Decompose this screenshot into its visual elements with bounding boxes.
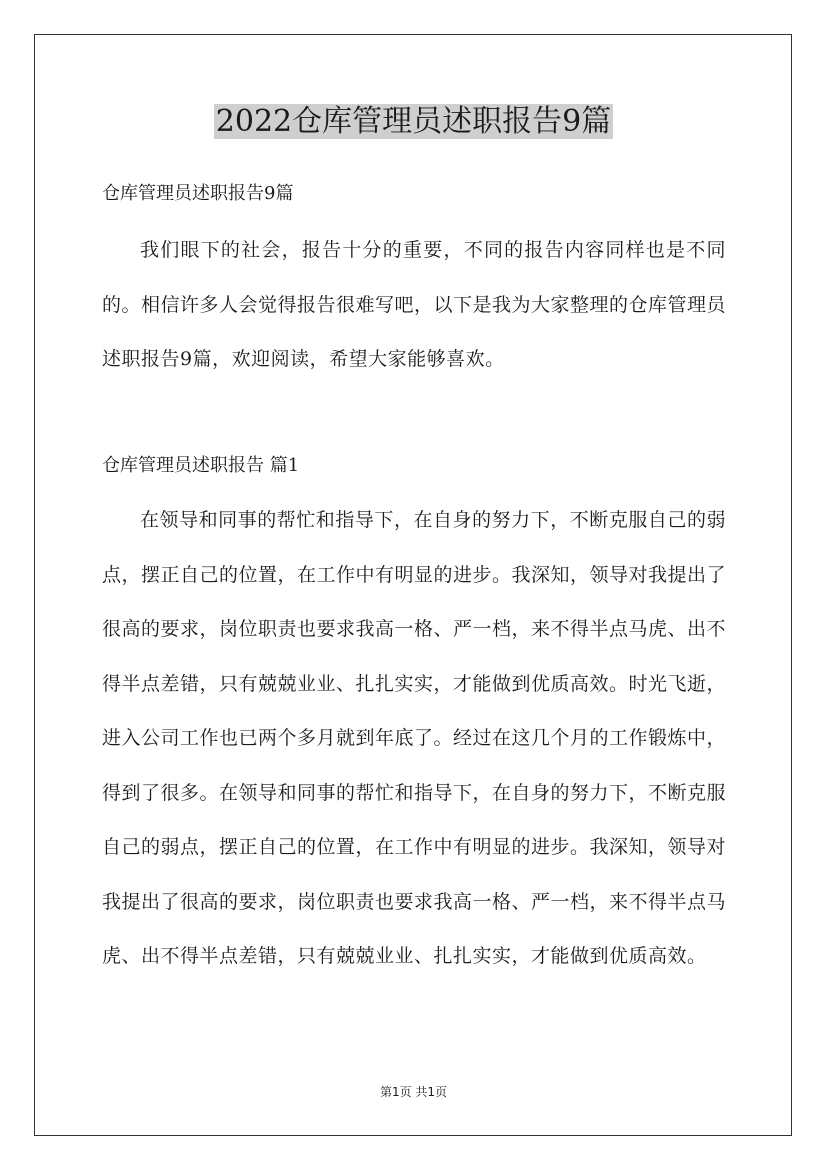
document-title-text: 2022仓库管理员述职报告9篇 [215, 104, 612, 139]
document-title [0, 100, 827, 144]
section-heading: 仓库管理员述职报告 篇1 [102, 455, 300, 476]
page-footer: 第1页 共1页 [379, 1085, 448, 1099]
document-subtitle: 仓库管理员述职报告9篇 [102, 183, 294, 204]
section-paragraph: 在领导和同事的帮忙和指导下，在自身的努力下，不断克服自己的弱点，摆正自己的位置，在工作中有明显的进步。我深知，领导对我提出了很高的要求，岗位职责也要求我高一格、严一档，来不得半点马虎、出不得半点差错，只有兢兢业业、扎扎实实，才能做到优质高效。时光飞逝，进入公司工作也已两个多月就到年底了。经过在这几个月的工作锻炼中，得到了很多。在领导和同事的帮忙和指导下，在自身的努力下，不断克服自己的弱点，摆正自己的位置，在工作中有明显的进步。我深知，领导对我提出了很高的要求，岗位职责也要求我高一格、严一档，来不得半点马虎、出不得半点差错，只有兢兢业业、扎扎实实，才能做到优质高效。 [102, 509, 727, 967]
intro-paragraph: 我们眼下的社会，报告十分的重要，不同的报告内容同样也是不同的。相信许多人会觉得报告很难写吧，以下是我为大家整理的仓库管理员述职报告9篇，欢迎阅读，希望大家能够喜欢。 [102, 239, 727, 370]
